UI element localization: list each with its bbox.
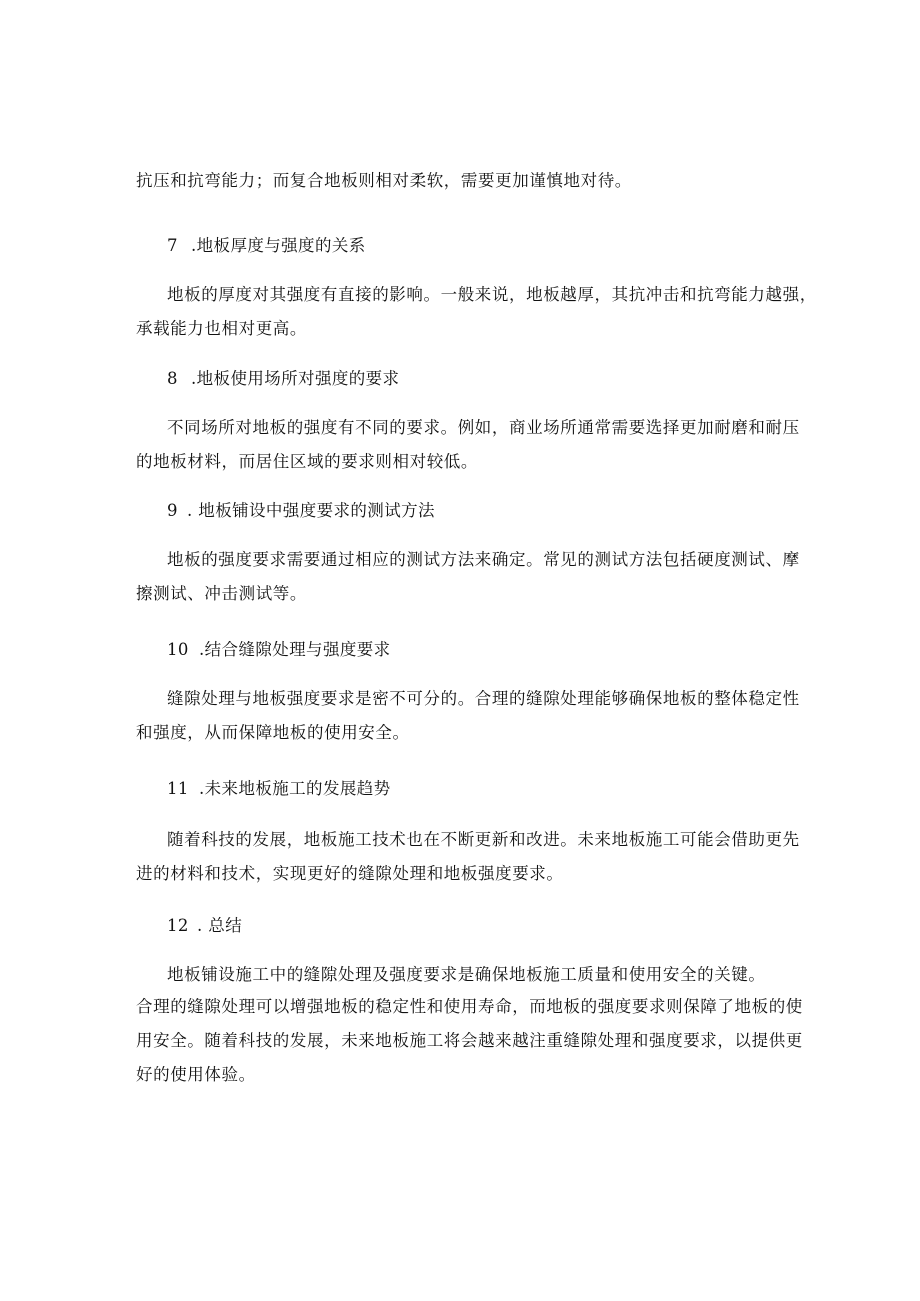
section-heading-10 (167, 639, 391, 661)
section-number: 10 (167, 640, 189, 659)
paragraph-line: 用安全。随着科技的发展，未来地板施工将会越来越注重缝隙处理和强度要求，以提供更 (136, 1031, 803, 1050)
section-heading-8 (167, 368, 399, 390)
paragraph-line: 和强度，从而保障地板的使用安全。 (136, 723, 410, 742)
paragraph-line: 承载能力也相对更高。 (136, 319, 307, 338)
intro-tail-line: 抗压和抗弯能力；而复合地板则相对柔软，需要更加谨慎地对待。 (136, 171, 632, 190)
section-heading-11 (167, 778, 391, 800)
section-number: 11 (167, 779, 189, 798)
paragraph-line: 缝隙处理与地板强度要求是密不可分的。合理的缝隙处理能够确保地板的整体稳定性 (167, 689, 800, 708)
paragraph-line: 地板的厚度对其强度有直接的影响。一般来说，地板越厚，其抗冲击和抗弯能力越强， (167, 285, 817, 304)
paragraph-line: 合理的缝隙处理可以增强地板的稳定性和使用寿命，而地板的强度要求则保障了地板的使 (136, 997, 803, 1016)
paragraph-line: 的地板材料，而居住区域的要求则相对较低。 (136, 452, 478, 471)
section-heading-9 (167, 500, 435, 522)
section-number: 7 (167, 236, 178, 255)
section-title: .结合缝隙处理与强度要求 (199, 640, 391, 659)
paragraph-line: 不同场所对地板的强度有不同的要求。例如，商业场所通常需要选择更加耐磨和耐压 (167, 418, 800, 437)
section-heading-12 (167, 915, 242, 937)
paragraph-line: 好的使用体验。 (136, 1065, 256, 1084)
paragraph-line: 进的材料和技术，实现更好的缝隙处理和地板强度要求。 (136, 864, 564, 883)
paragraph-line: 随着科技的发展，地板施工技术也在不断更新和改进。未来地板施工可能会借助更先 (167, 830, 800, 849)
section-heading-7 (167, 235, 366, 257)
section-title: .未来地板施工的发展趋势 (199, 779, 391, 798)
section-title: .地板使用场所对强度的要求 (191, 369, 400, 388)
paragraph-line: 地板铺设施工中的缝隙处理及强度要求是确保地板施工质量和使用安全的关键。 (167, 965, 766, 984)
paragraph-line: 地板的强度要求需要通过相应的测试方法来确定。常见的测试方法包括硬度测试、摩 (167, 550, 800, 569)
section-number: 8 (167, 369, 178, 388)
section-number: 9 (167, 501, 178, 520)
paragraph-line: 擦测试、冲击测试等。 (136, 584, 307, 603)
section-number: 12 (167, 916, 189, 935)
section-title: .地板厚度与强度的关系 (191, 236, 366, 255)
section-title: . 地板铺设中强度要求的测试方法 (187, 501, 435, 520)
section-title: . 总结 (197, 916, 243, 935)
